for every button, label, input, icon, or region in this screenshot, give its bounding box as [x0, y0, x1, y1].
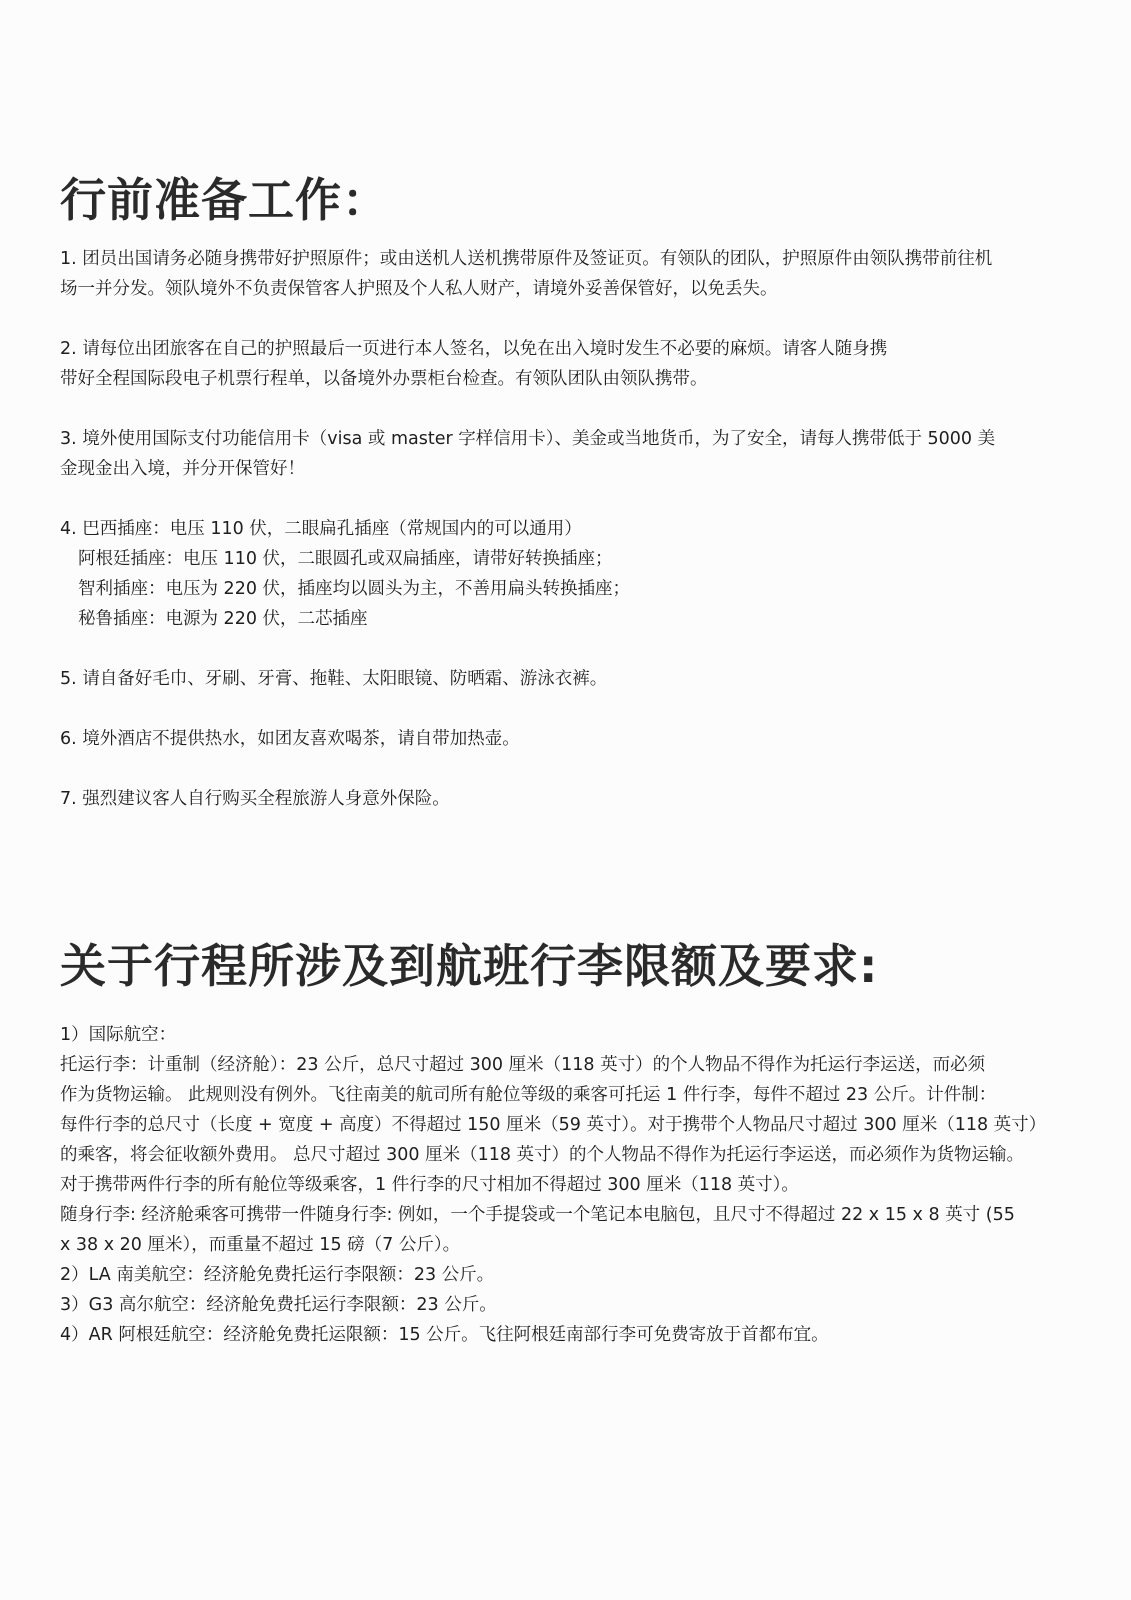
paragraph-line: 7. 强烈建议客人自行购买全程旅游人身意外保险。: [60, 789, 450, 809]
paragraph-line: 作为货物运输。 此规则没有例外。飞往南美的航司所有舱位等级的乘客可托运 1 件行李，每件不超过 23 公斤。计件制：: [60, 1085, 997, 1105]
paragraph-line: 3）G3 高尔航空：经济舱免费托运行李限额：23 公斤。: [60, 1295, 497, 1315]
paragraph-line: 2. 请每位出团旅客在自己的护照最后一页进行本人签名，以免在出入境时发生不必要的麻烦。请客人随身携: [60, 339, 888, 359]
paragraph-line: 托运行李：计重制（经济舱）：23 公斤，总尺寸超过 300 厘米（118 英寸）的个人物品不得作为托运行李运送，而必须: [60, 1055, 986, 1075]
paragraph-line: 5. 请自备好毛巾、牙刷、牙膏、拖鞋、太阳眼镜、防晒霜、游泳衣裤。: [60, 669, 608, 689]
paragraph-line: 每件行李的总尺寸（长度 + 宽度 + 高度）不得超过 150 厘米（59 英寸）。对于携带个人物品尺寸超过 300 厘米（118 英寸）: [60, 1115, 1047, 1135]
paragraph-line: 阿根廷插座：电压 110 伏，二眼圆孔或双扁插座，请带好转换插座；: [78, 549, 613, 569]
section-title-preparation: 行前准备工作：: [60, 173, 389, 227]
paragraph-line: 3. 境外使用国际支付功能信用卡（visa 或 master 字样信用卡）、美金或当地货币，为了安全，请每人携带低于 5000 美: [60, 429, 996, 449]
preparation-list: [60, 244, 1070, 814]
paragraph-line: 金现金出入境，并分开保管好！: [60, 459, 305, 479]
paragraph-line: 对于携带两件行李的所有舱位等级乘客，1 件行李的尺寸相加不得超过 300 厘米（118 英寸）。: [60, 1175, 799, 1195]
paragraph-line: 随身行李: 经济舱乘客可携带一件随身行李: 例如，一个手提袋或一个笔记本电脑包，且尺寸不得超过 22 x 15 x 8 英寸 (55: [60, 1205, 1015, 1225]
paragraph-line: 智利插座：电压为 220 伏，插座均以圆头为主，不善用扁头转换插座；: [78, 579, 631, 599]
paragraph-line: 1）国际航空：: [60, 1025, 177, 1045]
paragraph-line: 4. 巴西插座：电压 110 伏，二眼扁孔插座（常规国内的可以通用）: [60, 519, 582, 539]
baggage-rules: [60, 1020, 1070, 1350]
paragraph-line: 场一并分发。领队境外不负责保管客人护照及个人私人财产，请境外妥善保管好，以免丢失。: [60, 279, 778, 299]
paragraph-line: 4）AR 阿根廷航空：经济舱免费托运限额：15 公斤。飞往阿根廷南部行李可免费寄放于首都布宜。: [60, 1325, 829, 1345]
paragraph-line: x 38 x 20 厘米），而重量不超过 15 磅（7 公斤）。: [60, 1235, 461, 1255]
paragraph-line: 的乘客，将会征收额外费用。 总尺寸超过 300 厘米（118 英寸）的个人物品不得作为托运行李运送，而必须作为货物运输。: [60, 1145, 1025, 1165]
paragraph-line: 带好全程国际段电子机票行程单，以备境外办票柜台检查。有领队团队由领队携带。: [60, 369, 708, 389]
paragraph-line: 6. 境外酒店不提供热水，如团友喜欢喝茶，请自带加热壶。: [60, 729, 520, 749]
paragraph-line: 秘鲁插座：电源为 220 伏，二芯插座: [78, 609, 368, 629]
paragraph-line: 2）LA 南美航空：经济舱免费托运行李限额：23 公斤。: [60, 1265, 495, 1285]
paragraph-line: 1. 团员出国请务必随身携带好护照原件；或由送机人送机携带原件及签证页。有领队的团队，护照原件由领队携带前往机: [60, 249, 993, 269]
section-title-baggage: 关于行程所涉及到航班行李限额及要求:: [60, 939, 879, 993]
